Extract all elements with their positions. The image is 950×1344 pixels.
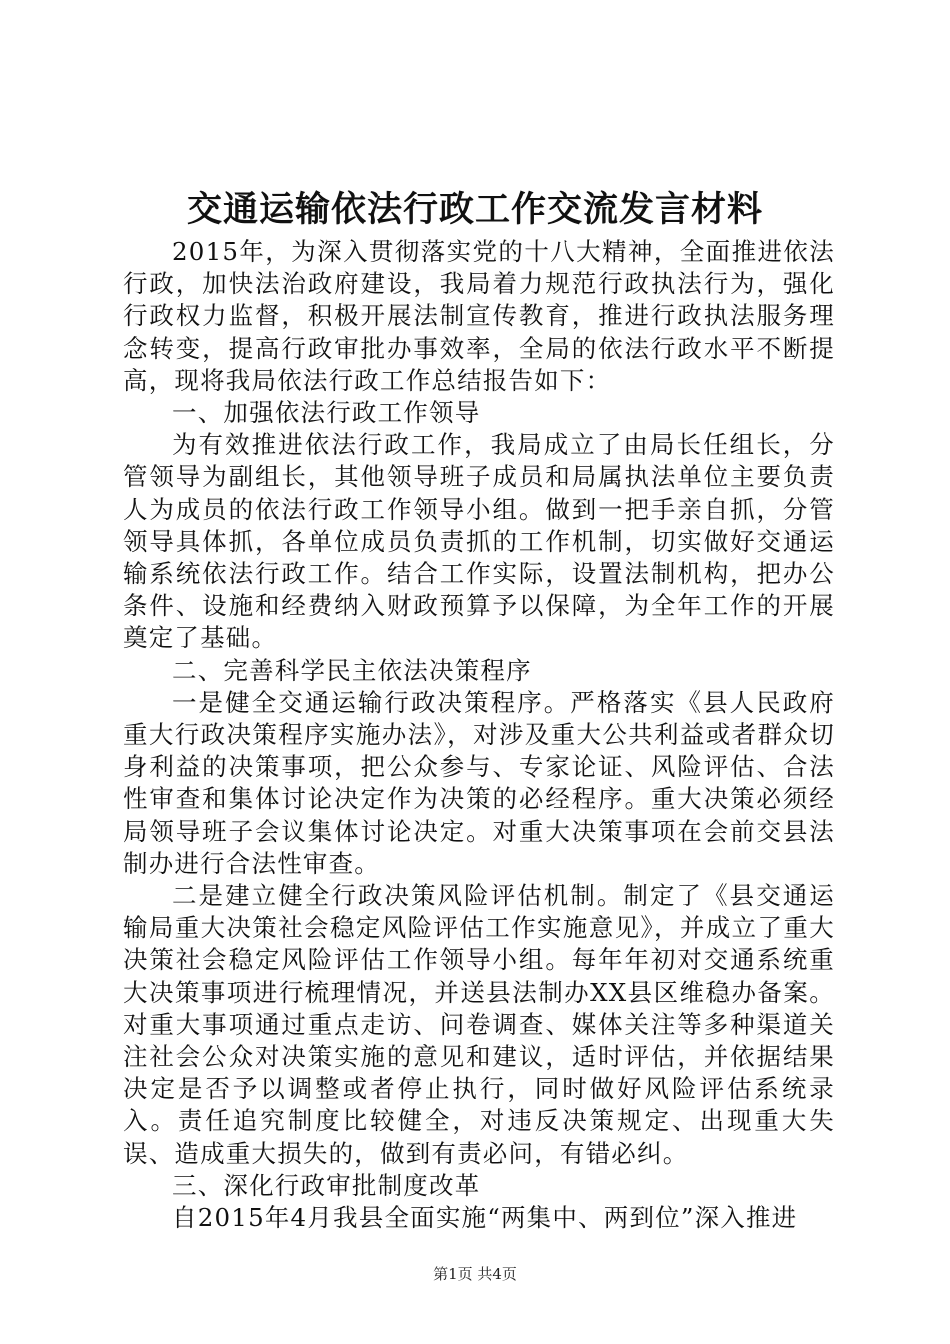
section-heading-2: 二、完善科学民主依法决策程序 [172, 655, 532, 685]
section-heading-3: 三、深化行政审批制度改革 [172, 1170, 481, 1200]
paragraph-intro: 2015年，为深入贯彻落实党的十八大精神，全面推进依法行政，加快法治政府建设，我局着力规范行政执法行为，强化行政权力监督，积极开展法制宣传教育，推进行政执法服务理念转变，提高行政审批办事效率，全局的依法行政水平不断提高，现将我局依法行政工作总结报告如下： [123, 237, 835, 395]
paragraph-approval-reform: 自2015年4月我县全面实施“两集中、两到位”深入推进 [172, 1203, 798, 1233]
section-heading-1: 一、加强依法行政工作领导 [172, 398, 481, 428]
document-title: 交通运输依法行政工作交流发言材料 [186, 189, 763, 230]
document-body [123, 236, 835, 1234]
paragraph-risk-assessment: 二是建立健全行政决策风险评估机制。制定了《县交通运输局重大决策社会稳定风险评估工作实施意见》，并成立了重大决策社会稳定风险评估工作领导小组。每年年初对交通系统重大决策事项进行梳理情况，并送县法制办XX县区维稳办备案。对重大事项通过重点走访、问卷调查、媒体关注等多种渠道关注社会公众对决策实施的意见和建议，适时评估，并依据结果决定是否予以调整或者停止执行，同时做好风险评估系统录入。责任追究制度比较健全，对违反决策规定、出现重大失误、造成重大损失的，做到有责必问，有错必纠。 [123, 881, 835, 1168]
page-footer: 第1页 共4页 [433, 1265, 517, 1283]
paragraph-decision-procedure: 一是健全交通运输行政决策程序。严格落实《县人民政府重大行政决策程序实施办法》，对涉及重大公共利益或者群众切身利益的决策事项，把公众参与、专家论证、风险评估、合法性审查和集体讨论决定作为决策的必经程序。重大决策必须经局领导班子会议集体讨论决定。对重大决策事项在会前交县法制办进行合法性审查。 [123, 687, 835, 878]
paragraph-leadership: 为有效推进依法行政工作，我局成立了由局长任组长，分管领导为副组长，其他领导班子成员和局属执法单位主要负责人为成员的依法行政工作领导小组。做到一把手亲自抓，分管领导具体抓，各单位成员负责抓的工作机制，切实做好交通运输系统依法行政工作。结合工作实际，设置法制机构，把办公条件、设施和经费纳入财政预算予以保障，为全年工作的开展奠定了基础。 [123, 430, 835, 653]
